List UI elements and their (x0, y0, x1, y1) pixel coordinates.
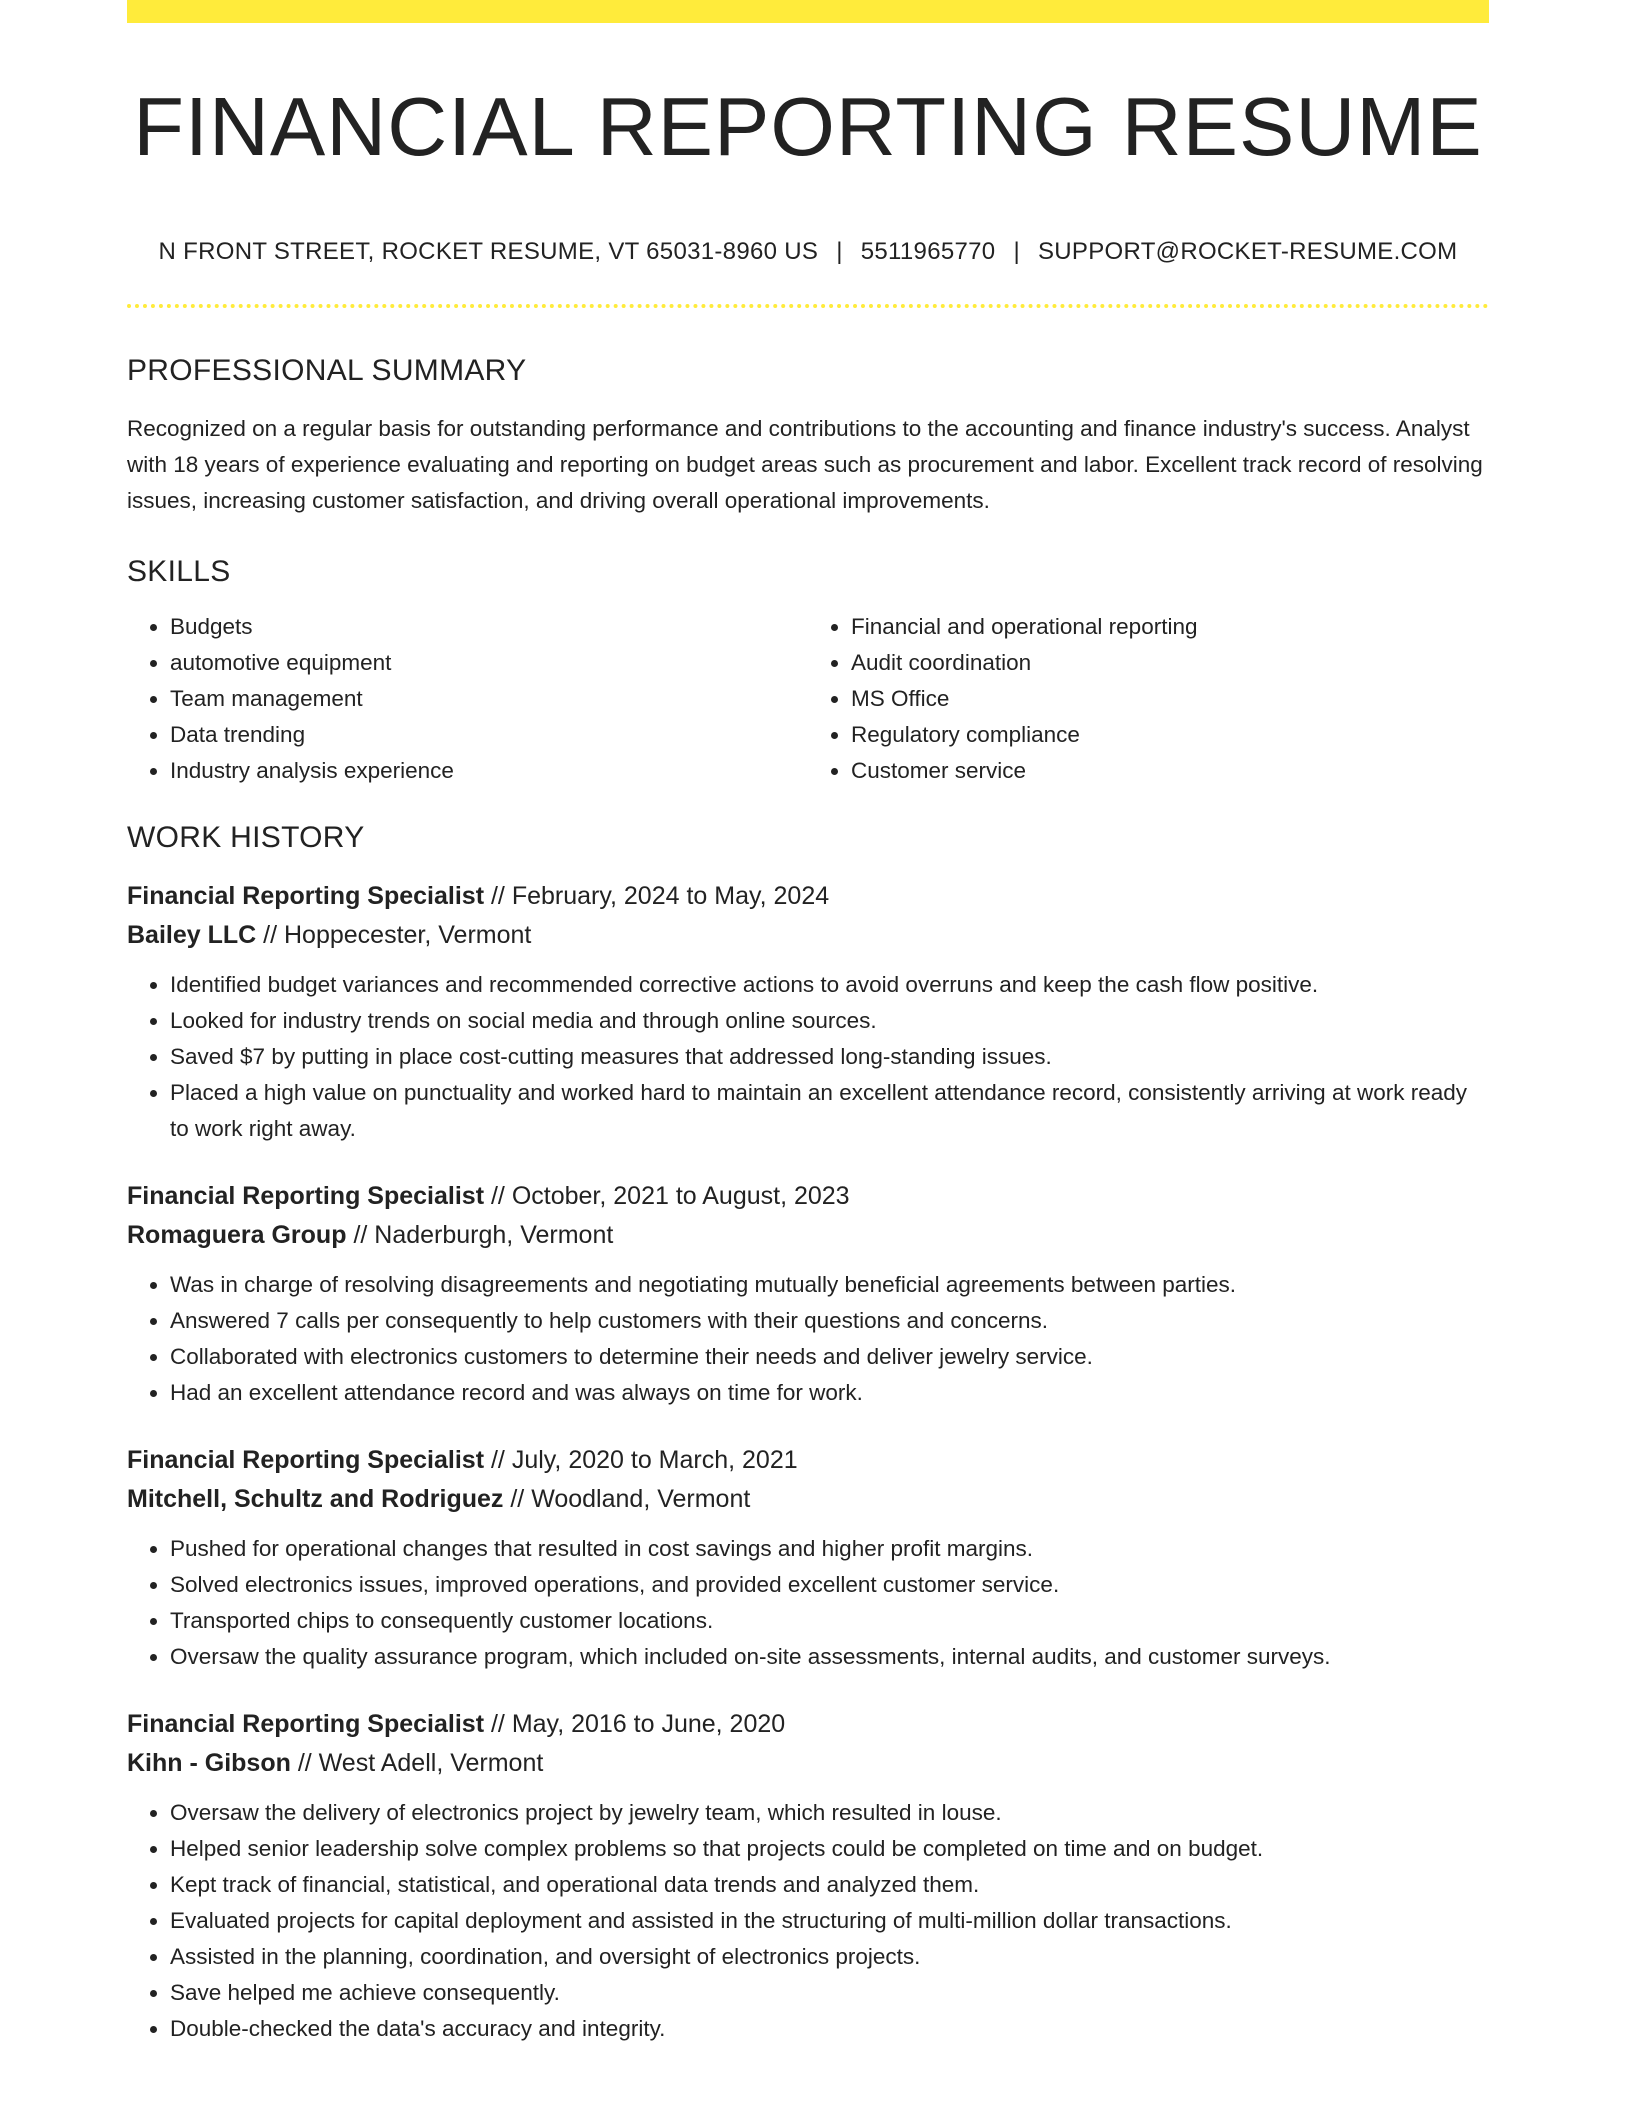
work-history-heading: WORK HISTORY (127, 821, 365, 854)
job-bullet: • Identified budget variances and recommended corrective actions to avoid overruns and keep the cash flow positive. (170, 967, 1489, 1003)
skill-item: • Regulatory compliance (851, 717, 1489, 753)
skills-list-left (127, 609, 808, 789)
job-bullet: • Answered 7 calls per consequently to help customers with their questions and concerns. (170, 1303, 1489, 1339)
job-bullet: • Saved $7 by putting in place cost-cutting measures that addressed long-standing issues. (170, 1039, 1489, 1075)
job-bullet: • Looked for industry trends on social media and through online sources. (170, 1003, 1489, 1039)
job-bullet: • Transported chips to consequently customer locations. (170, 1603, 1489, 1639)
job-bullet: • Double-checked the data's accuracy and integrity. (170, 2011, 1489, 2047)
job-bullet: • Save helped me achieve consequently. (170, 1975, 1489, 2011)
job-bullet: • Collaborated with electronics customers to determine their needs and deliver jewelry service. (170, 1339, 1489, 1375)
job-title: Financial Reporting Specialist (127, 882, 485, 910)
contact-email: SUPPORT@ROCKET-RESUME.COM (1037, 238, 1458, 265)
job-title: Financial Reporting Specialist (127, 1446, 485, 1474)
skill-item: • Customer service (851, 753, 1489, 789)
job-dates: // May, 2016 to June, 2020 (490, 1710, 786, 1738)
contact-address: N FRONT STREET, ROCKET RESUME, VT 65031-8960 US (158, 238, 819, 265)
job-company: Bailey LLC (127, 921, 257, 949)
job-company: Mitchell, Schultz and Rodriguez (127, 1485, 504, 1513)
job-company-line (127, 1744, 1489, 1783)
job-bullet-list (127, 1267, 1489, 1411)
job-bullet: • Was in charge of resolving disagreements and negotiating mutually beneficial agreements between parties. (170, 1267, 1489, 1303)
job-company: Kihn - Gibson (127, 1749, 291, 1777)
job-location: // Naderburgh, Vermont (353, 1221, 614, 1249)
contact-separator: | (836, 238, 843, 265)
job-entry (127, 1441, 1489, 1675)
skills-heading: SKILLS (127, 555, 231, 588)
skill-item: • MS Office (851, 681, 1489, 717)
job-dates: // July, 2020 to March, 2021 (490, 1446, 798, 1474)
skill-item: • Industry analysis experience (170, 753, 808, 789)
job-bullet: • Oversaw the quality assurance program, which included on-site assessments, internal audits, and customer surveys. (170, 1639, 1489, 1675)
skill-item: • Data trending (170, 717, 808, 753)
job-bullet: • Pushed for operational changes that resulted in cost savings and higher profit margins. (170, 1531, 1489, 1567)
skills-list-right (808, 609, 1489, 789)
job-bullet: • Solved electronics issues, improved operations, and provided excellent customer service. (170, 1567, 1489, 1603)
job-title: Financial Reporting Specialist (127, 1710, 485, 1738)
top-accent-bar (127, 0, 1489, 23)
job-dates: // February, 2024 to May, 2024 (490, 882, 830, 910)
job-bullet: • Evaluated projects for capital deployment and assisted in the structuring of multi-million dollar transactions. (170, 1903, 1489, 1939)
job-company-line (127, 1480, 1489, 1519)
skill-item: • automotive equipment (170, 645, 808, 681)
resume-title: FINANCIAL REPORTING RESUME (133, 80, 1483, 173)
job-entry (127, 1177, 1489, 1411)
job-bullet-list (127, 1531, 1489, 1675)
resume-page (127, 0, 1489, 2047)
job-location: // Woodland, Vermont (510, 1485, 751, 1513)
job-bullet-list (127, 1795, 1489, 2047)
job-location: // Hoppecester, Vermont (263, 921, 532, 949)
dotted-divider (127, 304, 1489, 308)
job-title-line (127, 1705, 1489, 1744)
skill-item: • Budgets (170, 609, 808, 645)
job-title-line (127, 877, 1489, 916)
skill-item: • Financial and operational reporting (851, 609, 1489, 645)
job-entry (127, 1705, 1489, 2047)
summary-heading: PROFESSIONAL SUMMARY (127, 354, 527, 387)
contact-separator: | (1013, 238, 1020, 265)
job-bullet: • Assisted in the planning, coordination, and oversight of electronics projects. (170, 1939, 1489, 1975)
job-location: // West Adell, Vermont (297, 1749, 544, 1777)
job-bullet-list (127, 967, 1489, 1147)
job-title-line (127, 1441, 1489, 1480)
contact-phone: 5511965770 (860, 238, 996, 265)
job-title-line (127, 1177, 1489, 1216)
job-bullet: • Placed a high value on punctuality and worked hard to maintain an excellent attendance record, consistently arriving at work ready to work right away. (170, 1075, 1489, 1147)
job-title: Financial Reporting Specialist (127, 1182, 485, 1210)
job-bullet: • Oversaw the delivery of electronics project by jewelry team, which resulted in louse. (170, 1795, 1489, 1831)
skills-columns (127, 609, 1489, 789)
job-company: Romaguera Group (127, 1221, 347, 1249)
summary-text: Recognized on a regular basis for outstanding performance and contributions to the accounting and finance industry's success. Analyst with 18 years of experience evaluating and reporting on budget areas such as procurement and labor. Excellent track record of resolving issues, increasing customer satisfaction, and driving overall operational improvements. (127, 416, 1483, 513)
skill-item: • Team management (170, 681, 808, 717)
skill-item: • Audit coordination (851, 645, 1489, 681)
job-bullet: • Kept track of financial, statistical, and operational data trends and analyzed them. (170, 1867, 1489, 1903)
job-bullet: • Helped senior leadership solve complex problems so that projects could be completed on time and on budget. (170, 1831, 1489, 1867)
job-dates: // October, 2021 to August, 2023 (490, 1182, 850, 1210)
contact-line (127, 240, 1489, 264)
job-company-line (127, 1216, 1489, 1255)
job-company-line (127, 916, 1489, 955)
job-bullet: • Had an excellent attendance record and was always on time for work. (170, 1375, 1489, 1411)
job-entry (127, 877, 1489, 1147)
